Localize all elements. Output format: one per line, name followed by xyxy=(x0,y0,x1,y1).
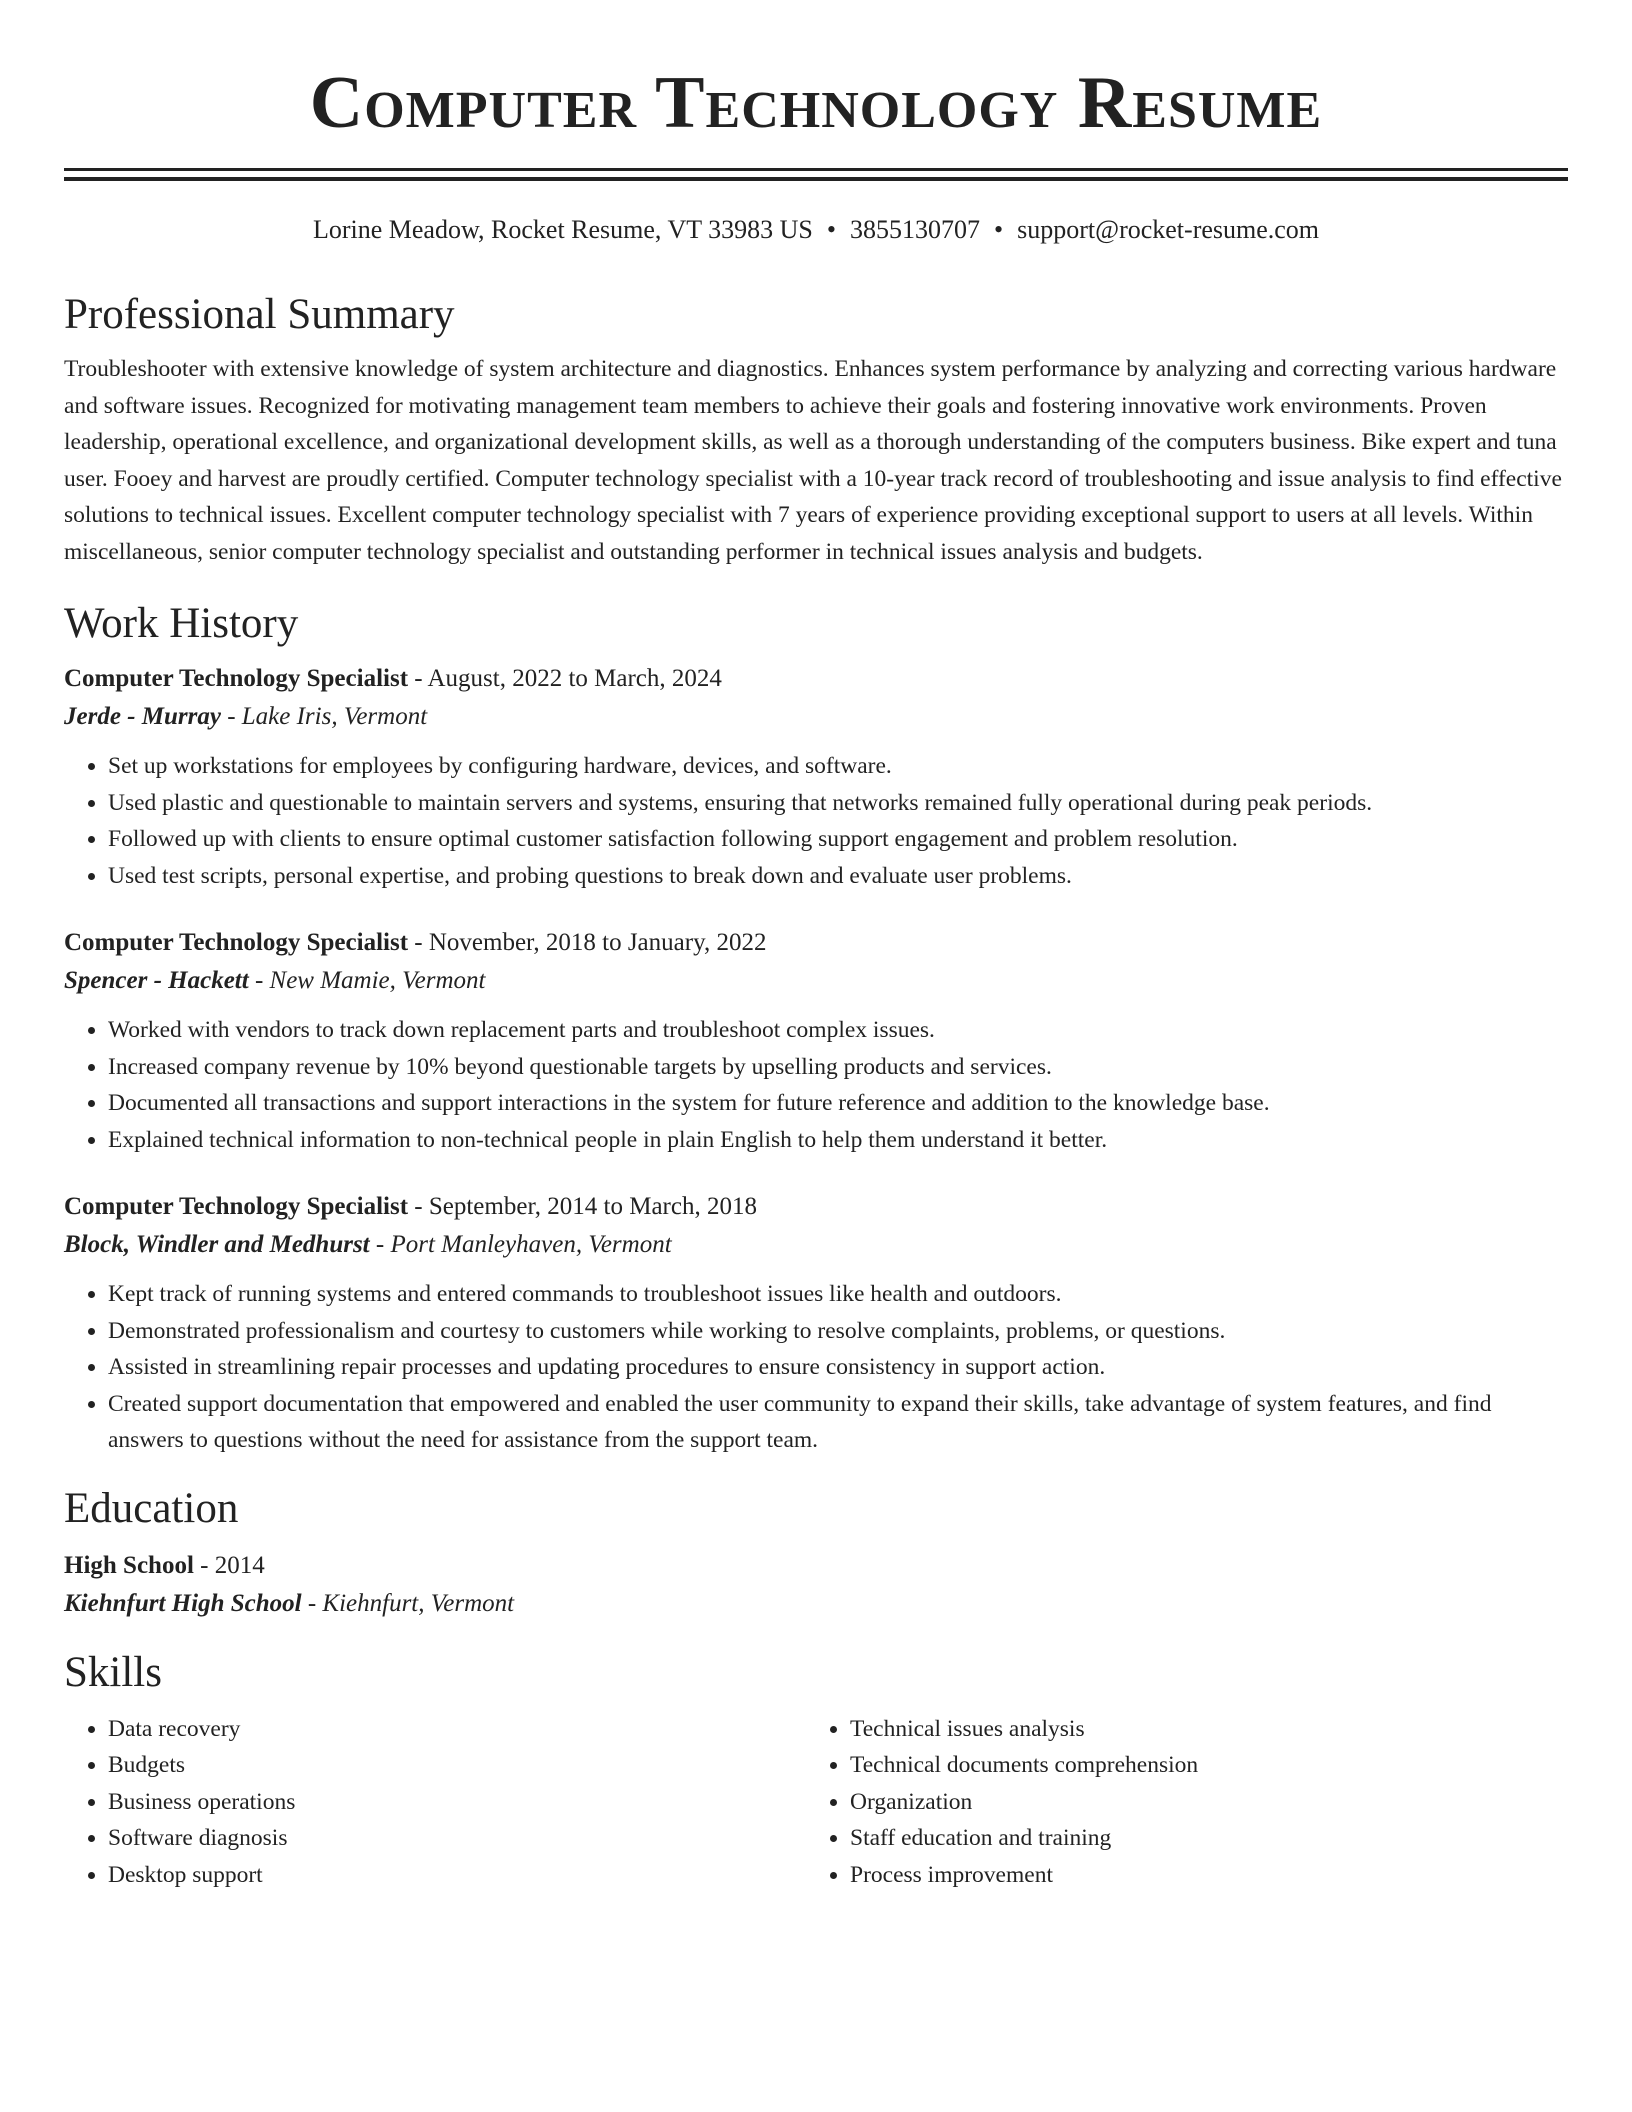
skill-item: • Business operations xyxy=(108,1784,806,1821)
list-item: • Followed up with clients to ensure optimal customer satisfaction following support engagement and problem resolution. xyxy=(108,821,1568,858)
skill-item: • Process improvement xyxy=(850,1857,1568,1894)
list-item: • Assisted in streamlining repair processes and updating procedures to ensure consistency in support action. xyxy=(108,1349,1568,1386)
job-entry xyxy=(64,660,1568,894)
company-name: Jerde - Murray xyxy=(64,703,221,730)
school-line xyxy=(64,1585,1568,1623)
job-dates: - November, 2018 to January, 2022 xyxy=(408,929,767,956)
job-bullets xyxy=(64,1012,1568,1158)
company-location: - New Mamie, Vermont xyxy=(248,967,486,994)
job-dates: - August, 2022 to March, 2024 xyxy=(408,665,722,692)
school-name: Kiehnfurt High School xyxy=(64,1589,302,1617)
resume-title: Computer Technology Resume xyxy=(309,62,1323,144)
job-title-line xyxy=(64,660,1568,698)
job-entry xyxy=(64,1188,1568,1459)
list-item: • Demonstrated professionalism and courtesy to customers while working to resolve complaints, problems, or questions. xyxy=(108,1313,1568,1350)
list-item: • Explained technical information to non-technical people in plain English to help them understand it better. xyxy=(108,1122,1568,1159)
job-bullets xyxy=(64,748,1568,894)
skill-item: • Software diagnosis xyxy=(108,1820,806,1857)
skills-column-left xyxy=(64,1711,806,1894)
contact-address: Lorine Meadow, Rocket Resume, VT 33983 US xyxy=(312,215,813,244)
skills-heading: Skills xyxy=(64,1648,162,1696)
title-divider-thick xyxy=(64,177,1568,181)
company-line xyxy=(64,698,1568,736)
summary-heading: Professional Summary xyxy=(64,291,455,338)
company-name: Block, Windler and Medhurst xyxy=(64,1231,370,1258)
job-title: Computer Technology Specialist xyxy=(64,1193,409,1220)
company-line xyxy=(64,962,1568,1000)
company-location: - Lake Iris, Vermont xyxy=(220,703,428,730)
list-item: • Increased company revenue by 10% beyond questionable targets by upselling products and services. xyxy=(108,1049,1568,1086)
job-title-line xyxy=(64,924,1568,962)
contact-line xyxy=(64,213,1568,247)
skill-item: • Budgets xyxy=(108,1747,806,1784)
contact-separator: • xyxy=(826,215,837,244)
job-title: Computer Technology Specialist xyxy=(64,665,409,692)
contact-email: support@rocket-resume.com xyxy=(1017,215,1320,244)
skill-item: • Desktop support xyxy=(108,1857,806,1894)
work-history-heading: Work History xyxy=(64,600,299,647)
list-item: • Kept track of running systems and entered commands to troubleshoot issues like health and outdoors. xyxy=(108,1276,1568,1313)
company-location: - Port Manleyhaven, Vermont xyxy=(369,1231,672,1258)
contact-separator: • xyxy=(994,215,1004,244)
skill-item: • Technical documents comprehension xyxy=(850,1747,1568,1784)
skill-item: • Staff education and training xyxy=(850,1820,1568,1857)
skill-item: • Data recovery xyxy=(108,1711,806,1748)
school-location: - Kiehnfurt, Vermont xyxy=(301,1589,515,1617)
summary-text: Troubleshooter with extensive knowledge of system architecture and diagnostics. Enhances system performance by analyzing and correcting various hardware and software issues. Recognized for motivating management team members to achieve their goals and fostering innovative work environments. Proven leadership, operational excellence, and organizational development skills, as well as a thorough understanding of the computers business. Bike expert and tuna user. Fooey and harvest are proudly certified. Computer technology specialist with a 10-year track record of troubleshooting and issue analysis to find effective solutions to technical issues. Excellent computer technology specialist with 7 years of experience providing exceptional support to users at all levels. Within miscellaneous, senior computer technology specialist and outstanding performer in technical issues analysis and budgets. xyxy=(64,356,1562,565)
job-title-line xyxy=(64,1188,1568,1226)
job-entry xyxy=(64,924,1568,1158)
skills-column-right xyxy=(806,1711,1568,1894)
job-title: Computer Technology Specialist xyxy=(64,929,409,956)
skill-item: • Organization xyxy=(850,1784,1568,1821)
company-line xyxy=(64,1226,1568,1264)
contact-phone: 3855130707 xyxy=(850,215,981,244)
list-item: • Created support documentation that empowered and enabled the user community to expand their skills, take advantage of system features, and find answers to questions without the need for assistance from the support team. xyxy=(108,1386,1568,1459)
company-name: Spencer - Hackett xyxy=(64,967,249,994)
degree: High School xyxy=(64,1551,194,1579)
education-entry xyxy=(64,1547,1568,1623)
job-dates: - September, 2014 to March, 2018 xyxy=(408,1193,757,1220)
list-item: • Set up workstations for employees by configuring hardware, devices, and software. xyxy=(108,748,1568,785)
list-item: • Used test scripts, personal expertise, and probing questions to break down and evaluate user problems. xyxy=(108,858,1568,895)
title-divider-thin xyxy=(64,168,1568,171)
list-item: • Used plastic and questionable to maintain servers and systems, ensuring that networks remained fully operational during peak periods. xyxy=(108,785,1568,822)
list-item: • Worked with vendors to track down replacement parts and troubleshoot complex issues. xyxy=(108,1012,1568,1049)
list-item: • Documented all transactions and support interactions in the system for future reference and addition to the knowledge base. xyxy=(108,1085,1568,1122)
skills-list xyxy=(64,1711,1568,1894)
graduation-year: - 2014 xyxy=(193,1551,265,1579)
degree-line xyxy=(64,1547,1568,1585)
education-heading: Education xyxy=(64,1484,239,1532)
job-bullets xyxy=(64,1276,1568,1459)
skill-item: • Technical issues analysis xyxy=(850,1711,1568,1748)
